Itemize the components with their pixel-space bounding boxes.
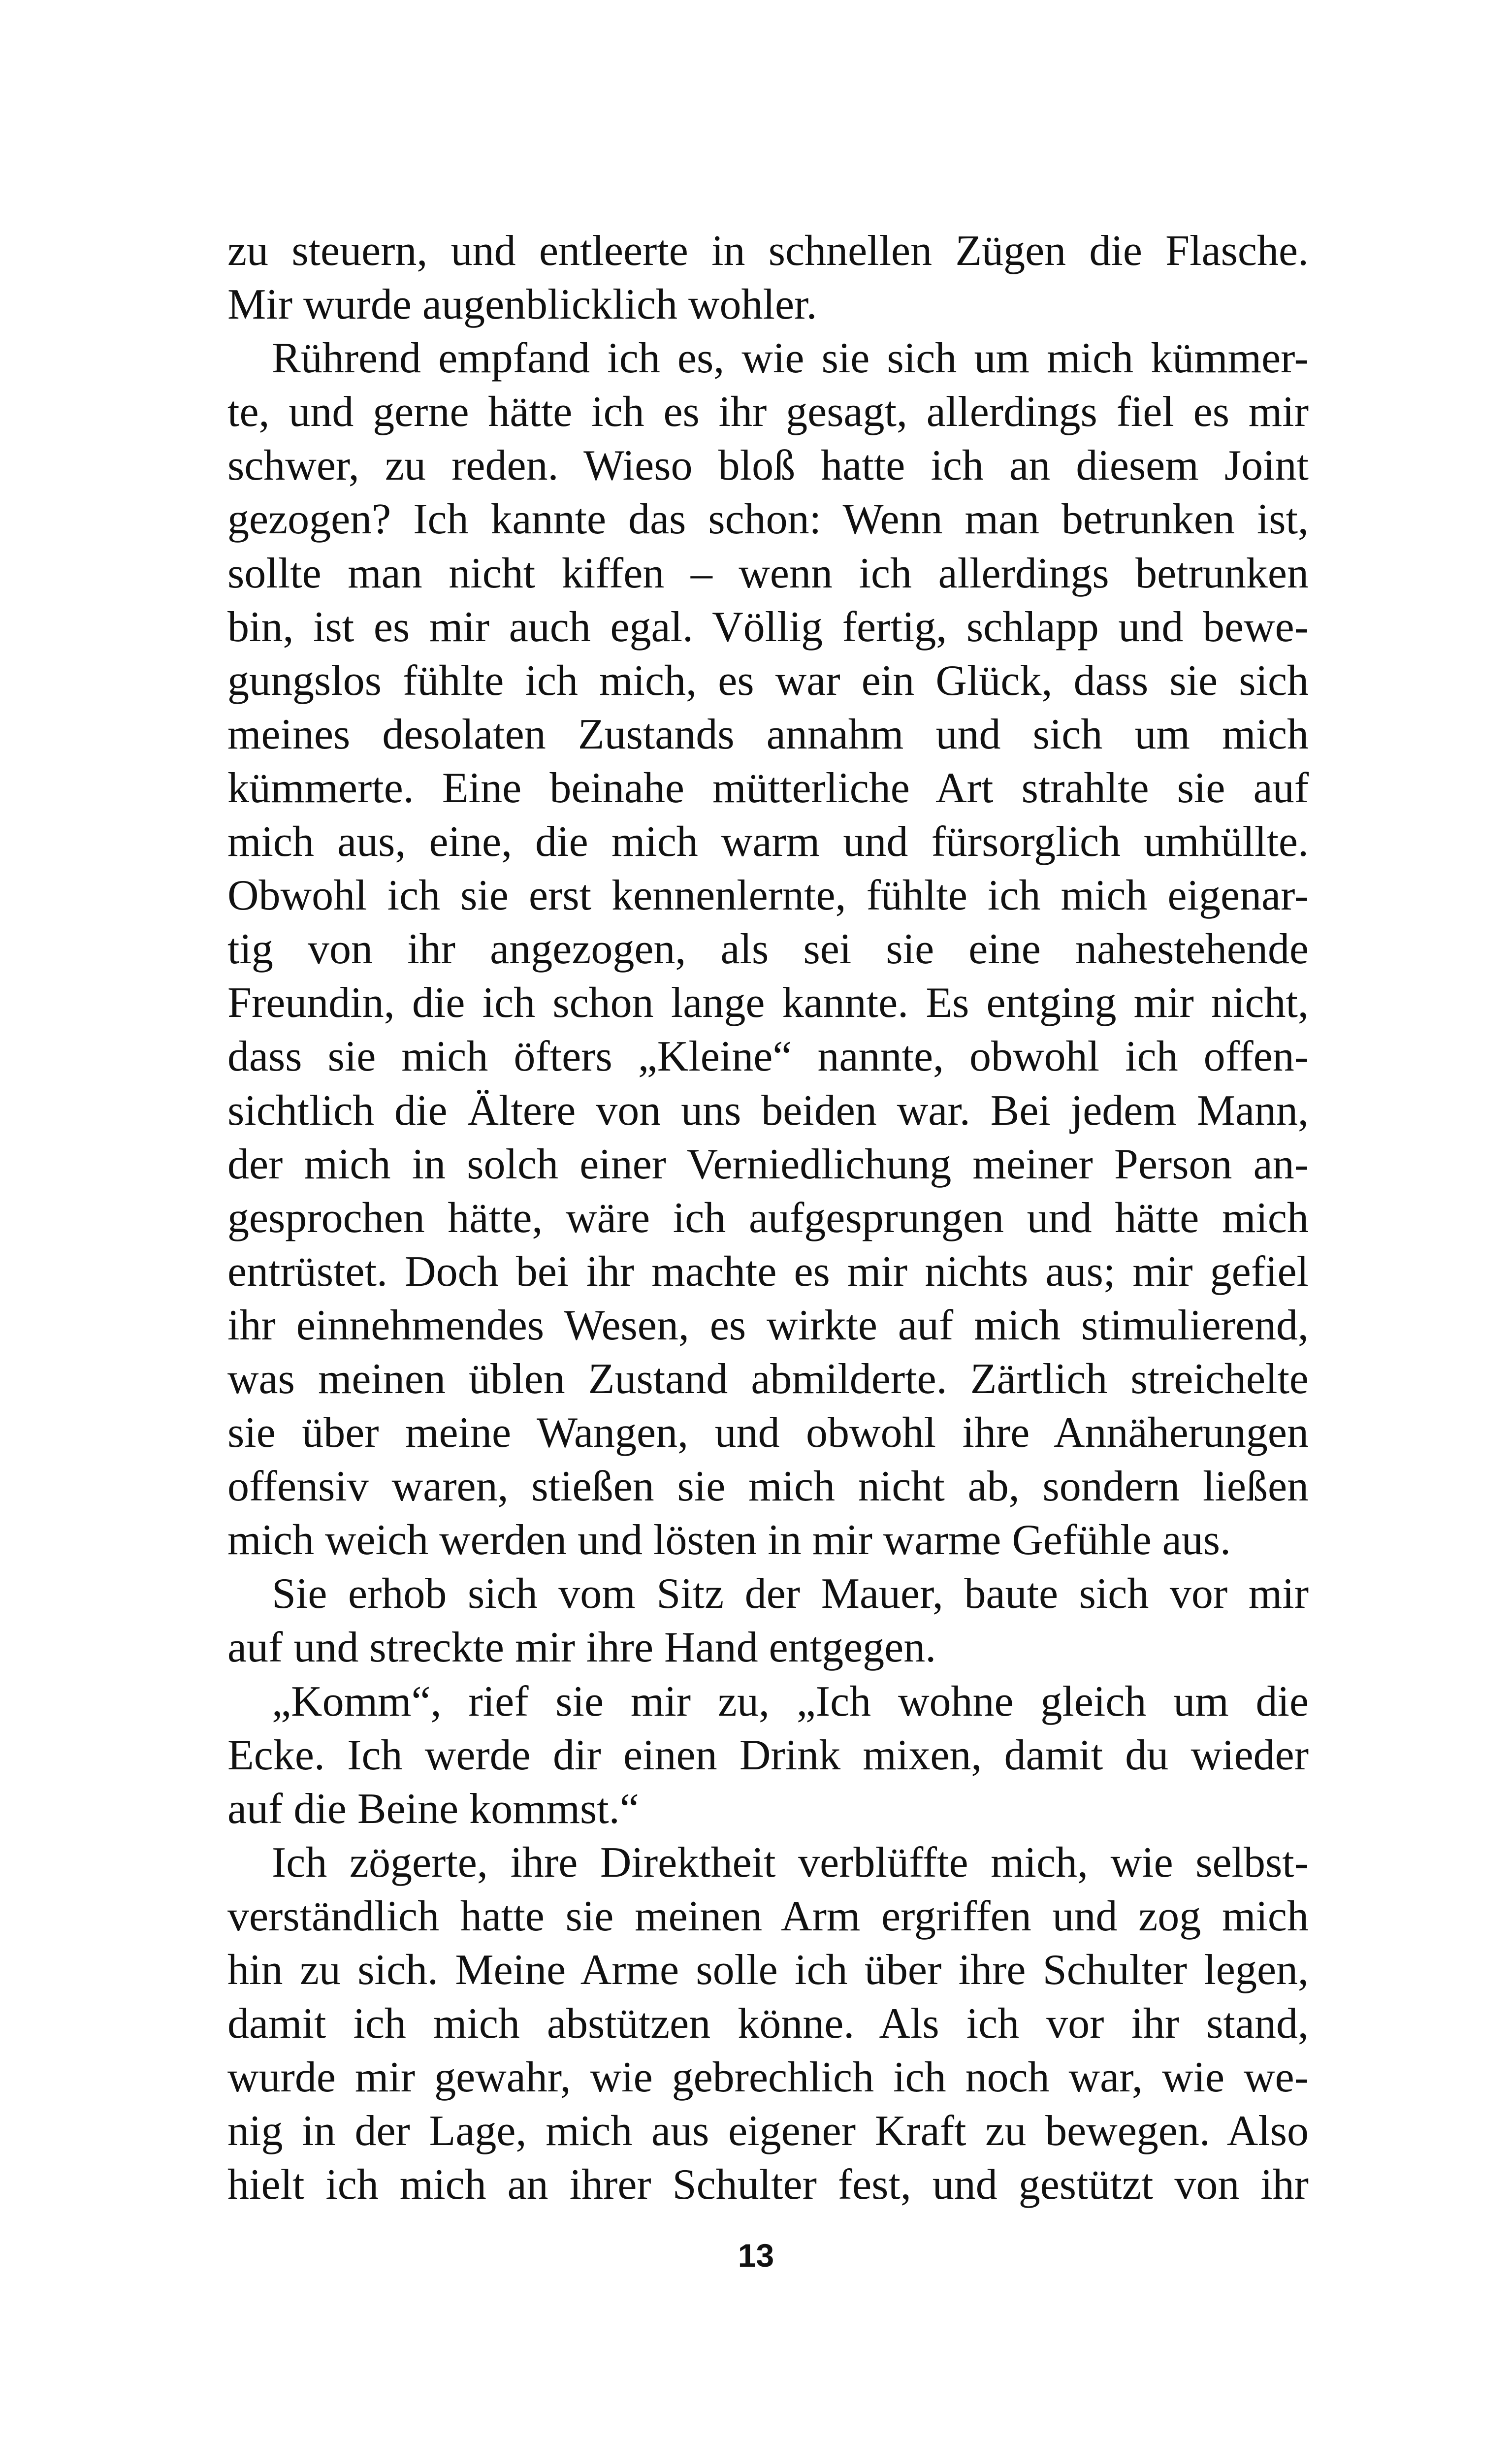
- text-line: ihr einnehmendes Wesen, es wirkte auf mich stimulierend,: [227, 1301, 1309, 1349]
- text-line: zu steuern, und entleerte in schnellen Zügen die Flasche.: [227, 227, 1309, 275]
- text-line: gungslos fühlte ich mich, es war ein Glück, dass sie sich: [227, 656, 1309, 705]
- text-line: dass sie mich öfters „Kleine“ nannte, obwohl ich offen-: [227, 1033, 1309, 1081]
- text-line: Ecke. Ich werde dir einen Drink mixen, damit du wieder: [227, 1731, 1309, 1779]
- text-line: hin zu sich. Meine Arme solle ich über ihre Schulter legen,: [227, 1946, 1309, 1994]
- text-line: was meinen üblen Zustand abmilderte. Zärtlich streichelte: [227, 1355, 1309, 1403]
- text-line: Obwohl ich sie erst kennenlernte, fühlte ich mich eigenar-: [227, 872, 1309, 920]
- text-line: verständlich hatte sie meinen Arm ergriffen und zog mich: [227, 1892, 1309, 1940]
- body-text: [227, 224, 1309, 2212]
- text-line: hielt ich mich an ihrer Schulter fest, und gestützt von ihr: [227, 2161, 1309, 2209]
- text-line: damit ich mich abstützen könne. Als ich vor ihr stand,: [227, 2000, 1309, 2048]
- text-line: sichtlich die Ältere von uns beiden war. Bei jedem Mann,: [227, 1086, 1309, 1135]
- text-line: te, und gerne hätte ich es ihr gesagt, allerdings fiel es mir: [227, 388, 1309, 436]
- text-line: gesprochen hätte, wäre ich aufgesprungen und hätte mich: [227, 1194, 1309, 1242]
- text-line: „Komm“, rief sie mir zu, „Ich wohne gleich um die: [272, 1677, 1309, 1726]
- text-line: schwer, zu reden. Wieso bloß hatte ich an diesem Joint: [227, 442, 1309, 490]
- text-line: tig von ihr angezogen, als sei sie eine nahestehende: [227, 925, 1309, 974]
- text-line: gezogen? Ich kannte das schon: Wenn man betrunken ist,: [227, 495, 1309, 544]
- text-line: der mich in solch einer Verniedlichung meiner Person an-: [227, 1140, 1309, 1188]
- text-line: mich aus, eine, die mich warm und fürsorglich umhüllte.: [227, 818, 1309, 866]
- text-line: offensiv waren, stießen sie mich nicht ab, sondern ließen: [227, 1463, 1309, 1511]
- text-line: entrüstet. Doch bei ihr machte es mir nichts aus; mir gefiel: [227, 1247, 1309, 1296]
- page-number: 13: [738, 2237, 774, 2274]
- text-line: nig in der Lage, mich aus eigener Kraft zu bewegen. Also: [227, 2107, 1309, 2155]
- text-line: Sie erhob sich vom Sitz der Mauer, baute sich vor mir: [272, 1570, 1309, 1618]
- text-line: Rührend empfand ich es, wie sie sich um mich kümmer-: [272, 334, 1309, 383]
- text-line: sollte man nicht kiffen – wenn ich allerdings betrunken: [227, 549, 1309, 597]
- text-line: auf die Beine kommst.“: [227, 1785, 639, 1833]
- text-line: meines desolaten Zustands annahm und sich um mich: [227, 710, 1309, 758]
- text-line: kümmerte. Eine beinahe mütterliche Art strahlte sie auf: [227, 764, 1309, 812]
- text-line: Ich zögerte, ihre Direktheit verblüffte mich, wie selbst-: [272, 1838, 1309, 1887]
- text-line: bin, ist es mir auch egal. Völlig fertig, schlapp und bewe-: [227, 603, 1309, 651]
- text-line: sie über meine Wangen, und obwohl ihre Annäherungen: [227, 1409, 1309, 1457]
- text-line: mich weich werden und lösten in mir warme Gefühle aus.: [227, 1516, 1231, 1564]
- text-line: Mir wurde augenblicklich wohler.: [227, 281, 817, 329]
- text-line: wurde mir gewahr, wie gebrechlich ich noch war, wie we-: [227, 2053, 1309, 2102]
- text-line: Freundin, die ich schon lange kannte. Es entging mir nicht,: [227, 979, 1309, 1027]
- text-line: auf und streckte mir ihre Hand entgegen.: [227, 1624, 936, 1672]
